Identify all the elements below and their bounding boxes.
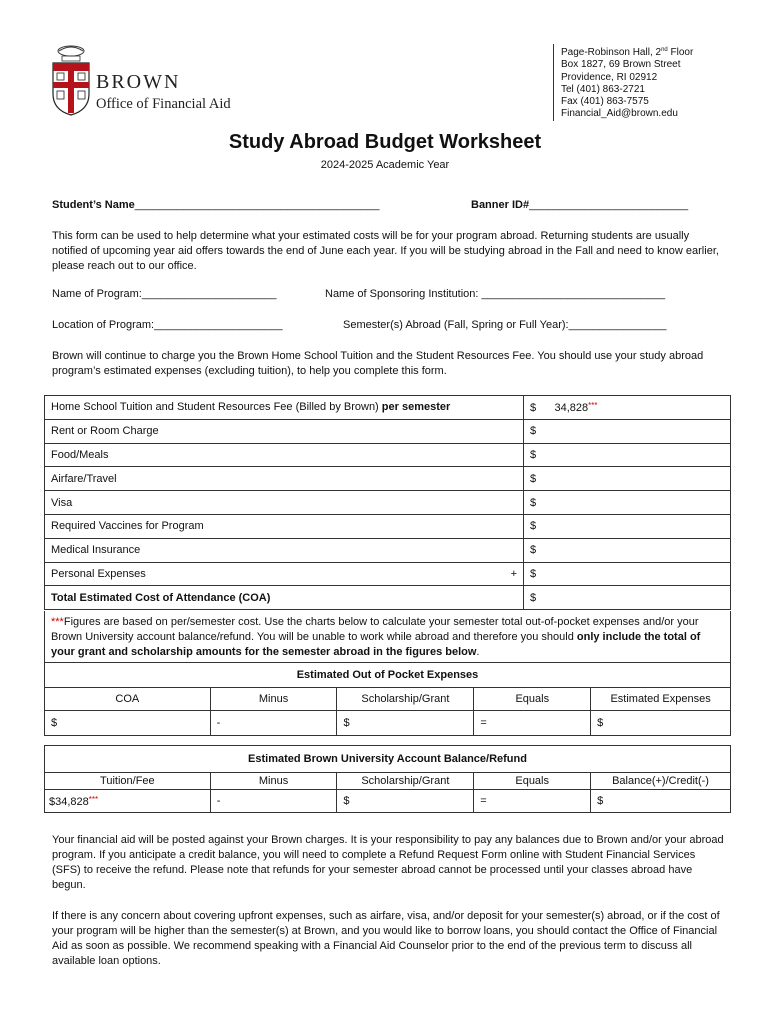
table-row <box>45 790 731 813</box>
table-row <box>45 467 731 491</box>
brown-shield-icon <box>50 44 92 116</box>
expense-label: Rent or Room Charge <box>45 419 524 443</box>
column-header: Equals <box>474 773 591 790</box>
table-row <box>45 586 731 610</box>
semester-abroad-field[interactable]: Semester(s) Abroad (Fall, Spring or Full Year):________________ <box>343 319 667 331</box>
column-header: Scholarship/Grant <box>337 773 474 790</box>
column-header: Minus <box>210 773 337 790</box>
expense-amount-input[interactable]: $ <box>524 514 731 538</box>
logo-brown-word: BROWN <box>96 71 181 93</box>
table-header-row <box>45 773 731 790</box>
office-address <box>553 44 693 121</box>
estimated-expenses-input[interactable]: $ <box>591 711 731 736</box>
tuition-note: Brown will continue to charge you the Brown Home School Tuition and the Student Resources Fee. You should use your study abroad program’s estimated expenses (excluding tuition), to help you complete this form. <box>52 350 704 377</box>
table-title-row <box>45 746 731 773</box>
account-balance-title: Estimated Brown University Account Balance/Refund <box>45 746 731 773</box>
column-header: Minus <box>210 688 337 711</box>
column-header: Scholarship/Grant <box>337 688 474 711</box>
personal-expenses-amount-input[interactable]: $ <box>524 562 731 586</box>
minus-cell: - <box>210 711 337 736</box>
equals-cell: = <box>474 790 591 813</box>
total-coa-amount-input[interactable]: $ <box>524 586 731 610</box>
personal-expenses-label: Personal Expenses + <box>45 562 524 586</box>
column-header: Equals <box>474 688 591 711</box>
column-header: Tuition/Fee <box>45 773 211 790</box>
table-row <box>45 538 731 562</box>
tuition-fee-cell: $34,828*** <box>45 790 211 813</box>
tuition-amount: $ 34,828*** <box>524 396 731 420</box>
address-line: Box 1827, 69 Brown Street <box>561 59 681 71</box>
figures-note: ***Figures are based on per/semester cost. Use the charts below to calculate your semester total out-of-pocket expenses and/or your Brown University account balance/refund. You will be unable to work while abroad and therefore you should only include the total of your grant and scholarship amounts for the semester abroad in the figures below. <box>44 611 731 663</box>
expense-amount-input[interactable]: $ <box>524 443 731 467</box>
closing-paragraph-refund: Your financial aid will be posted against your Brown charges. It is your responsibility to pay any balances due to Brown and/or your abroad program. If you anticipate a credit balance, you will need to complete a Refund Request Form online with Student Financial Services (SFS) to receive the refund. Please note that refunds for your semester abroad cannot be processed until your classes abroad have begun. <box>52 834 724 891</box>
email-link[interactable]: Financial_Aid@brown.edu <box>561 108 678 120</box>
column-header: Balance(+)/Credit(-) <box>591 773 731 790</box>
table-row <box>45 491 731 515</box>
closing-paragraph-loans: If there is any concern about covering upfront expenses, such as airfare, visa, and/or deposit for your semester(s) abroad, or if the cost of your program will be higher than the semester(s) at Brown, and you would like to borrow loans, you should contact the Office of Financial Aid as soon as possible. We recommend speaking with a Financial Aid Counselor prior to the end of the previous term to discuss all available loan options. <box>52 910 720 967</box>
expense-amount-input[interactable]: $ <box>524 491 731 515</box>
column-header: COA <box>45 688 211 711</box>
banner-id-field[interactable]: Banner ID#__________________________ <box>471 199 689 211</box>
table-header-row <box>45 688 731 711</box>
table-row <box>45 419 731 443</box>
table-row <box>45 396 731 420</box>
expense-label: Medical Insurance <box>45 538 524 562</box>
fax-line: Fax (401) 863-7575 <box>561 96 649 108</box>
table-title-row <box>45 663 731 688</box>
student-name-field[interactable]: Student’s Name________________________________________ <box>52 199 380 211</box>
sponsoring-institution-field[interactable]: Name of Sponsoring Institution: ______________________________ <box>325 288 666 300</box>
cost-table <box>44 395 731 610</box>
table-row <box>45 514 731 538</box>
column-header: Estimated Expenses <box>591 688 731 711</box>
expense-amount-input[interactable]: $ <box>524 467 731 491</box>
coa-input[interactable]: $ <box>45 711 211 736</box>
scholarship-input[interactable]: $ <box>337 790 474 813</box>
expense-label: Food/Meals <box>45 443 524 467</box>
expense-amount-input[interactable]: $ <box>524 419 731 443</box>
out-of-pocket-title: Estimated Out of Pocket Expenses <box>45 663 731 688</box>
program-name-field[interactable]: Name of Program:______________________ <box>52 288 277 300</box>
out-of-pocket-table <box>44 663 731 736</box>
phone-line: Tel (401) 863-2721 <box>561 83 645 95</box>
total-coa-label: Total Estimated Cost of Attendance (COA) <box>45 586 524 610</box>
balance-credit-input[interactable]: $ <box>591 790 731 813</box>
intro-paragraph: This form can be used to help determine what your estimated costs will be for your program abroad. Returning students are usually notified of upcoming year aid offers towards the end of June each year. If you will be studying abroad in the Fall and need to know earlier, please reach out to our office. <box>52 230 719 272</box>
expense-label: Visa <box>45 491 524 515</box>
expense-label: Required Vaccines for Program <box>45 514 524 538</box>
brown-logo <box>50 44 250 118</box>
account-balance-table <box>44 745 731 813</box>
logo-office-name: Office of Financial Aid <box>96 96 231 112</box>
page-title: Study Abroad Budget Worksheet <box>228 131 542 153</box>
expense-amount-input[interactable]: $ <box>524 538 731 562</box>
scholarship-input[interactable]: $ <box>337 711 474 736</box>
expense-label: Airfare/Travel <box>45 467 524 491</box>
tuition-label: Home School Tuition and Student Resources Fee (Billed by Brown) per semester <box>45 396 524 420</box>
address-line: Providence, RI 02912 <box>561 71 658 83</box>
equals-cell: = <box>474 711 591 736</box>
program-location-field[interactable]: Location of Program:_____________________ <box>52 319 283 331</box>
address-line: Page-Robinson Hall, 2nd Floor <box>561 47 694 58</box>
table-row <box>45 443 731 467</box>
academic-year: 2024-2025 Academic Year <box>320 159 450 171</box>
table-row <box>45 562 731 586</box>
table-row <box>45 711 731 736</box>
minus-cell: - <box>210 790 337 813</box>
